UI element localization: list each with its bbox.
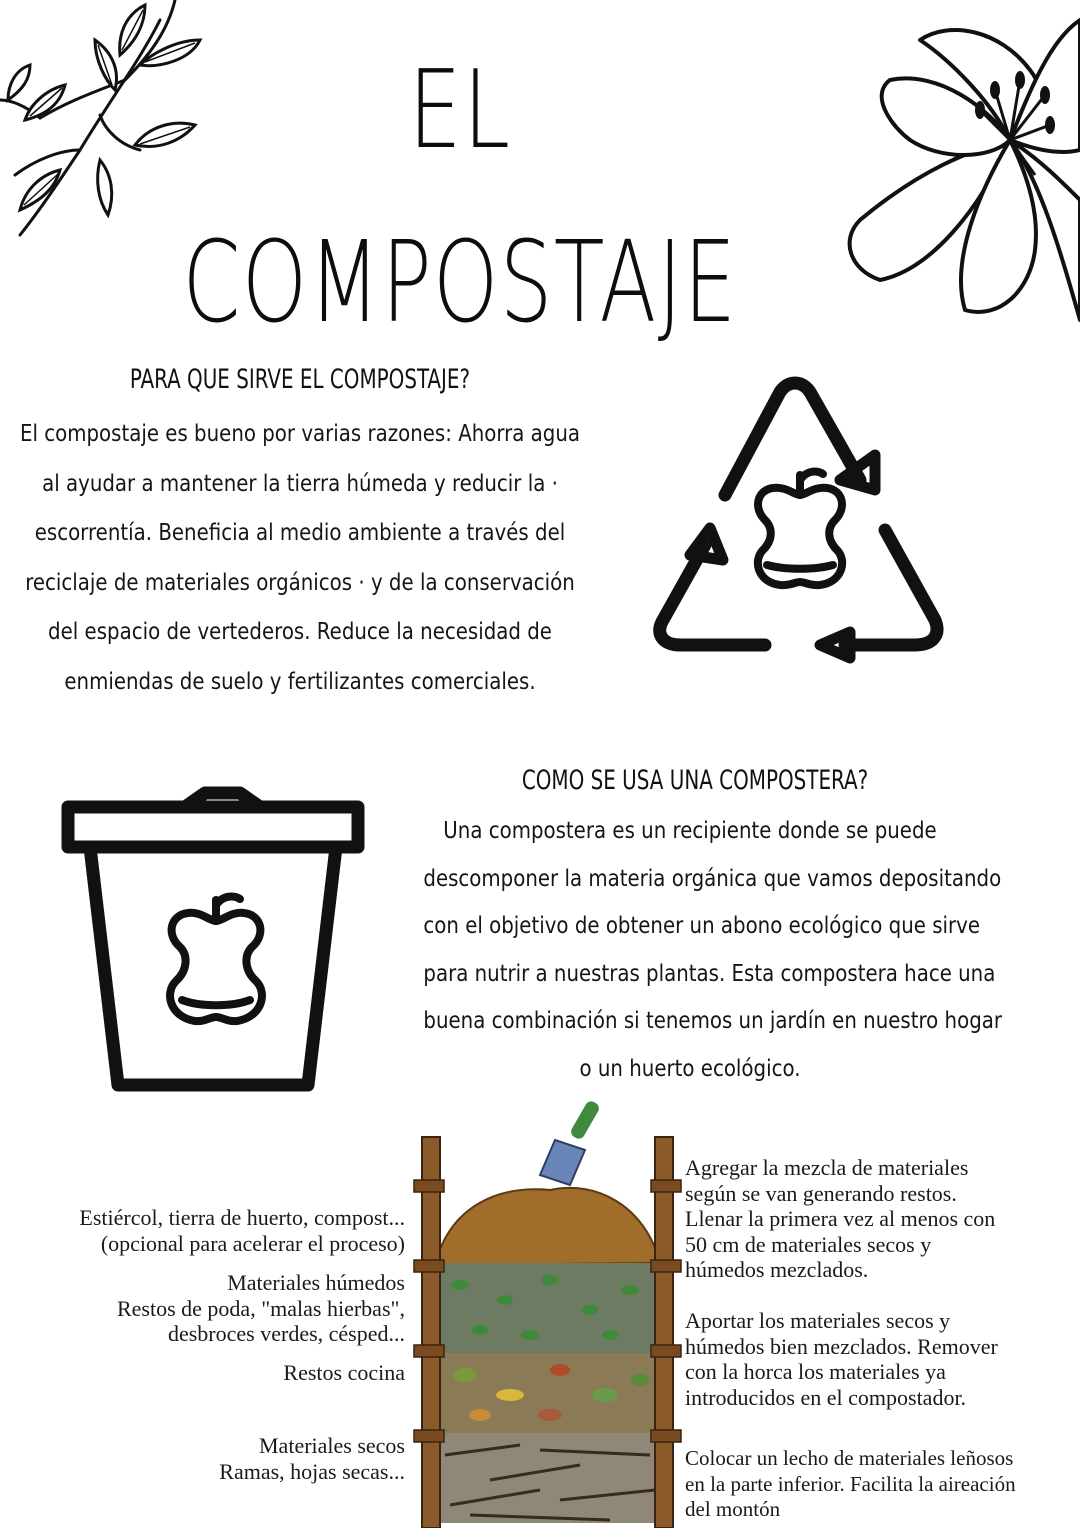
section2-line: Una compostera es un recipiente donde se puede (443, 818, 937, 844)
composter-diagram (410, 1095, 685, 1528)
compost-bin-icon (60, 785, 370, 1095)
section2-line: descomponer la materia orgánica que vamos depositando (423, 865, 1002, 892)
label-estiercol (0, 1205, 405, 1256)
label-line: Llenar la primera vez al menos con (685, 1206, 996, 1231)
section2-line: buena combinación si tenemos un jardín en nuestro hogar (423, 1008, 1003, 1034)
label-line: húmedos mezclados. (685, 1257, 869, 1282)
title-line-2: COMPOSTAJE (182, 218, 738, 348)
label-line: húmedos bien mezclados. Remover (685, 1333, 998, 1359)
label-materiales-secos (0, 1433, 405, 1484)
trowel-icon (540, 1099, 601, 1185)
flower-icon (800, 0, 1080, 330)
label-line: Colocar un lecho de materiales leñosos (685, 1446, 1014, 1470)
label-restos-cocina (0, 1360, 405, 1386)
section2-line: o un huerto ecológico. (579, 1055, 801, 1082)
label-line: Restos cocina (283, 1360, 405, 1385)
section2-paragraph (423, 808, 1003, 1093)
section1-line: escorrentía. Beneficia al medio ambiente a través del (34, 520, 566, 546)
label-line: Restos de poda, "malas hierbas", (116, 1295, 405, 1321)
label-line: según se van generando restos. (685, 1180, 957, 1206)
label-line: Agregar la mezcla de materiales (685, 1155, 969, 1180)
label-line: con la horca los materiales ya (685, 1359, 946, 1384)
section1-line: enmiendas de suelo y fertilizantes comerciales. (64, 668, 536, 695)
section1-line: reciclaje de materiales orgánicos · y de la conservación (25, 569, 575, 596)
label-line: del montón (685, 1497, 781, 1521)
section1-line: al ayudar a mantener la tierra húmeda y reducir la · (42, 470, 558, 497)
label-colocar (685, 1446, 1077, 1523)
label-materiales-humedos (0, 1270, 405, 1347)
label-agregar (685, 1155, 1075, 1283)
recycle-icon (645, 370, 950, 670)
label-line: 50 cm de materiales secos y (685, 1231, 932, 1257)
label-line: en la parte inferior. Facilita la aireación (685, 1471, 1016, 1496)
label-line: Estiércol, tierra de huerto, compost... (79, 1205, 405, 1230)
label-line: Aportar los materiales secos y (685, 1308, 951, 1333)
title-line-1: EL (408, 48, 512, 173)
label-line: introducidos en el compostador. (685, 1384, 967, 1410)
section2-line: con el objetivo de obtener un abono ecológico que sirve (423, 913, 981, 939)
section1-line: del espacio de vertederos. Reduce la necesidad de (48, 619, 552, 645)
label-line: Ramas, hojas secas... (219, 1458, 405, 1484)
section1-heading: PARA QUE SIRVE EL COMPOSTAJE? (129, 364, 471, 395)
label-line: (opcional para acelerar el proceso) (100, 1230, 405, 1256)
label-aportar (685, 1308, 1075, 1410)
label-line: Materiales secos (259, 1433, 405, 1458)
section1-line: El compostaje es bueno por varias razones: Ahorra agua (19, 421, 581, 447)
apple-core-icon (170, 897, 262, 1022)
apple-core-icon (758, 472, 842, 586)
section2-heading: COMO SE USA UNA COMPOSTERA? (521, 765, 869, 796)
label-line: Materiales húmedos (227, 1270, 405, 1295)
section1-paragraph (16, 410, 584, 707)
label-line: desbroces verdes, césped... (167, 1321, 405, 1346)
section2-line: para nutrir a nuestras plantas. Esta compostera hace una (423, 960, 996, 987)
